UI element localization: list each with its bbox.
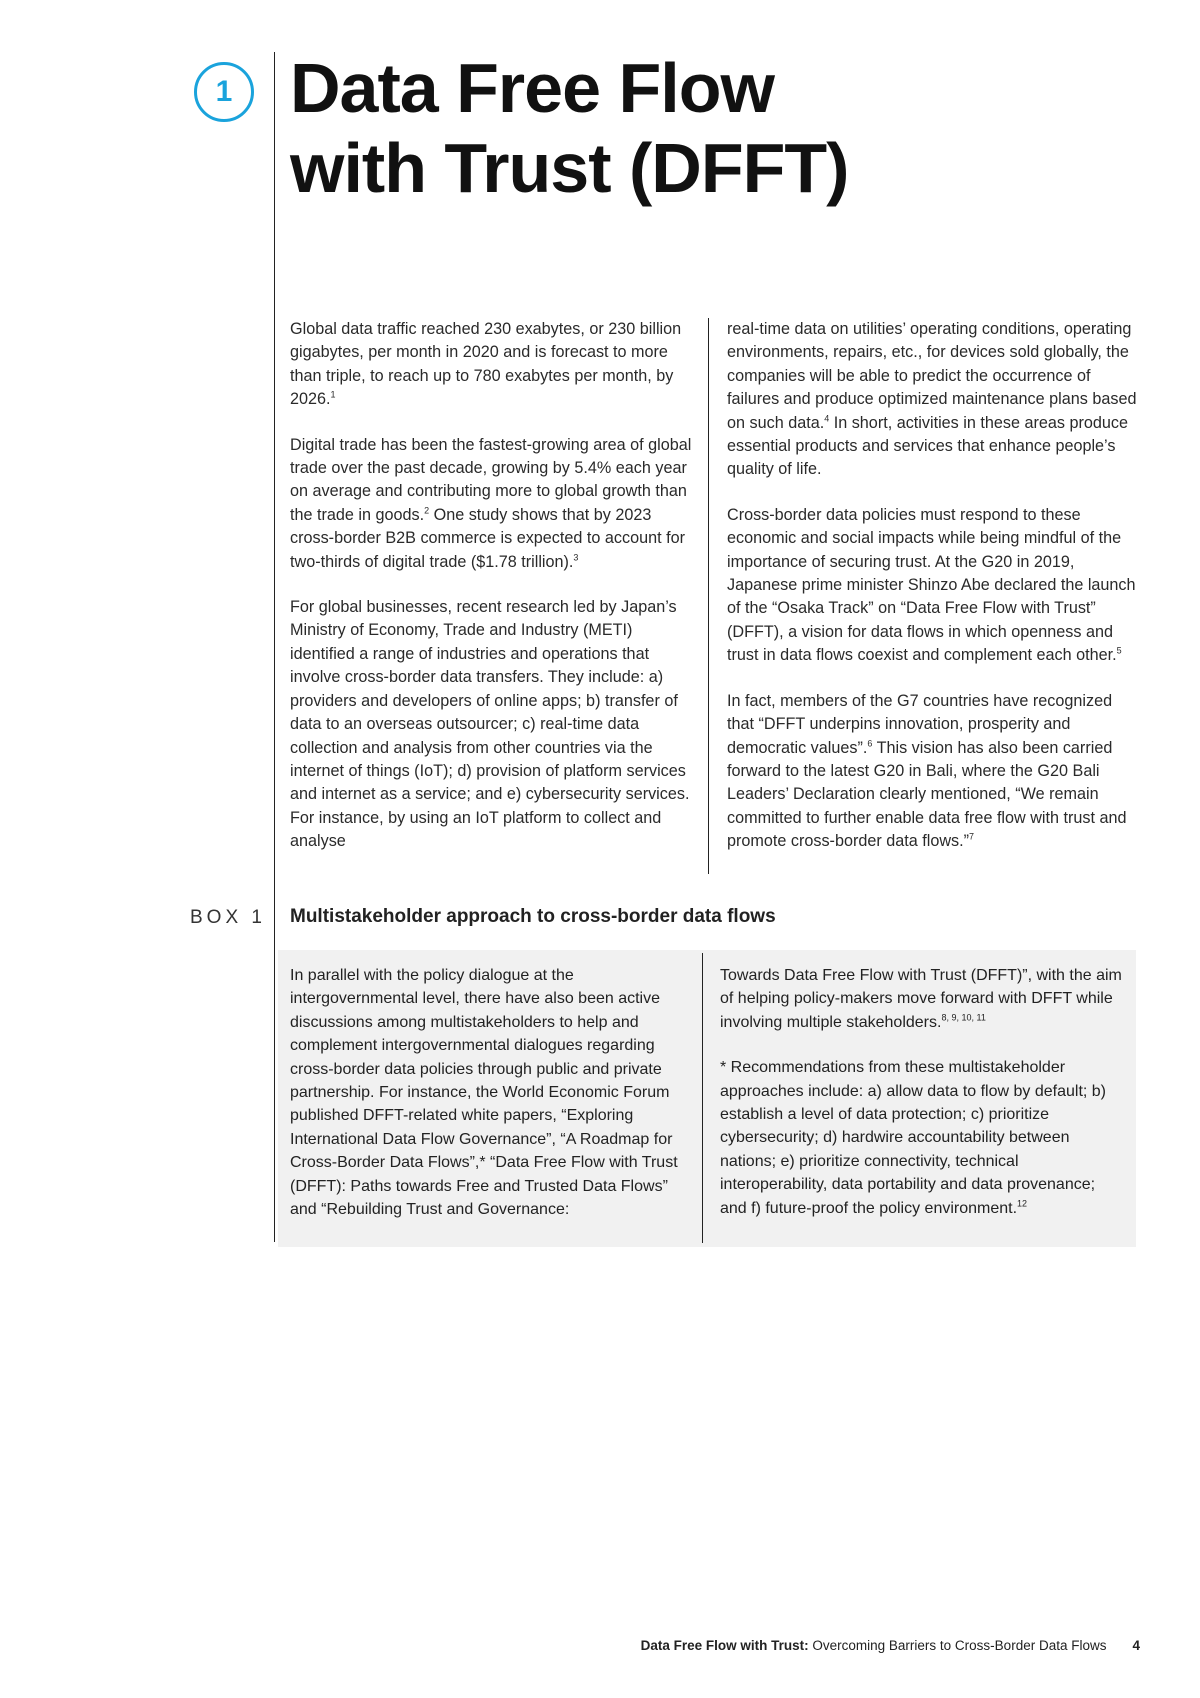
paragraph: Digital trade has been the fastest-growing area of global trade over the past decade, growing by 5.4% each year on average and contributing more to global growth than the trade in goods.$^2$ One study shows that by 2023 cross-border B2B commerce is expected to account for two-thirds of digital trade ($1.78 trillion).$^3$ (290, 435, 692, 571)
title-line-1: Data Free Flow (290, 49, 774, 127)
footnote-ref: 7 (969, 831, 975, 842)
box-footnote: * Recommendations from these multistakeholder approaches include: a) allow data to flow by default; b) establish a level of data protection; c) prioritize cybersecurity; d) hardwire accountability between nations; e) prioritize connectivity, technical interoperability, data portability and data provenance; and f) future-proof the policy environment.$^{12}$ (720, 1059, 1107, 1217)
section-number-badge (194, 62, 254, 122)
footnote-ref: 8, 9, 10, 11 (941, 1012, 986, 1023)
footnote-ref: 1 (330, 389, 336, 400)
paragraph: Global data traffic reached 230 exabytes, or 230 billion gigabytes, per month in 2020 and is forecast to more than triple, to reach up to 780 exabytes per month, by 2026.$^1$ (290, 320, 682, 409)
section-number: 1 (215, 75, 233, 108)
box-heading: Multistakeholder approach to cross-border data flows (290, 906, 776, 927)
box-column-divider (702, 953, 703, 1243)
left-column (290, 318, 698, 854)
page-footer (560, 1638, 1140, 1653)
page-title (290, 48, 1090, 208)
paragraph: Cross-border data policies must respond to these economic and social impacts while being mindful of the importance of securing trust. At the G20 in 2019, Japanese prime minister Shinzo Abe declared the launch of the “Osaka Track” on “Data Free Flow with Trust” (DFFT), a vision for data flows in which openness and trust in data flows coexist and complement each other.$^5$ (727, 505, 1136, 665)
footnote-ref: 12 (1017, 1198, 1028, 1209)
footer-title-bold: Data Free Flow with Trust: (640, 1638, 809, 1653)
column-divider (708, 318, 709, 874)
footnote-ref: 2 (424, 505, 430, 516)
footer-title-rest: Overcoming Barriers to Cross-Border Data Flows (808, 1638, 1107, 1653)
box-paragraph: Towards Data Free Flow with Trust (DFFT)”, with the aim of helping policy-makers move forward with DFFT while involving multiple stakeholders.$^{8, 9, 10, 11}$ (720, 967, 1122, 1031)
box-paragraph: In parallel with the policy dialogue at the intergovernmental level, there have also been active discussions among multistakeholders to help and complement intergovernmental dialogues regarding cross-border data policies through public and private partnership. For instance, the World Economic Forum published DFFT-related white papers, “Exploring International Data Flow Governance”, “A Roadmap for Cross-Border Data Flows”,* “Data Free Flow with Trust (DFFT): Paths towards Free and Trusted Data Flows” and “Rebuilding Trust and Governance: (290, 967, 678, 1219)
page-number: 4 (1132, 1638, 1140, 1653)
box-label: BOX 1 (190, 907, 266, 928)
title-vertical-rule (274, 52, 275, 1242)
footnote-ref: 3 (573, 552, 579, 563)
paragraph: For global businesses, recent research led by Japan’s Ministry of Economy, Trade and Industry (METI) identified a range of industries and operations that involve cross-border data transfers. They include: a) providers and developers of online apps; b) transfer of data to an overseas outsourcer; c) real-time data collection and analysis from other countries via the internet of things (IoT); d) provision of platform services and internet as a service; and e) cybersecurity services. For instance, by using an IoT platform to collect and analyse (290, 598, 690, 851)
box-right-column (720, 964, 1125, 1220)
box-left-column (290, 964, 696, 1221)
footnote-ref: 4 (824, 413, 830, 424)
title-line-2: with Trust (DFFT) (290, 129, 849, 207)
paragraph: In fact, members of the G7 countries have recognized that “DFFT underpins innovation, prosperity and democratic values”.$^6$ This vision has also been carried forward to the latest G20 in Bali, where the G20 Bali Leaders’ Declaration clearly mentioned, “We remain committed to further enable data free flow with trust and promote cross-border data flows.”$^7$ (727, 691, 1127, 851)
right-column (727, 318, 1137, 854)
paragraph: real-time data on utilities’ operating conditions, operating environments, repairs, etc., for devices sold globally, the companies will be able to predict the occurrence of failures and produce optimized maintenance plans based on such data.$^4$ In short, activities in these areas produce essential products and services that enhance people’s quality of life. (727, 320, 1137, 479)
footnote-ref: 5 (1116, 645, 1122, 656)
footnote-ref: 6 (867, 738, 873, 749)
